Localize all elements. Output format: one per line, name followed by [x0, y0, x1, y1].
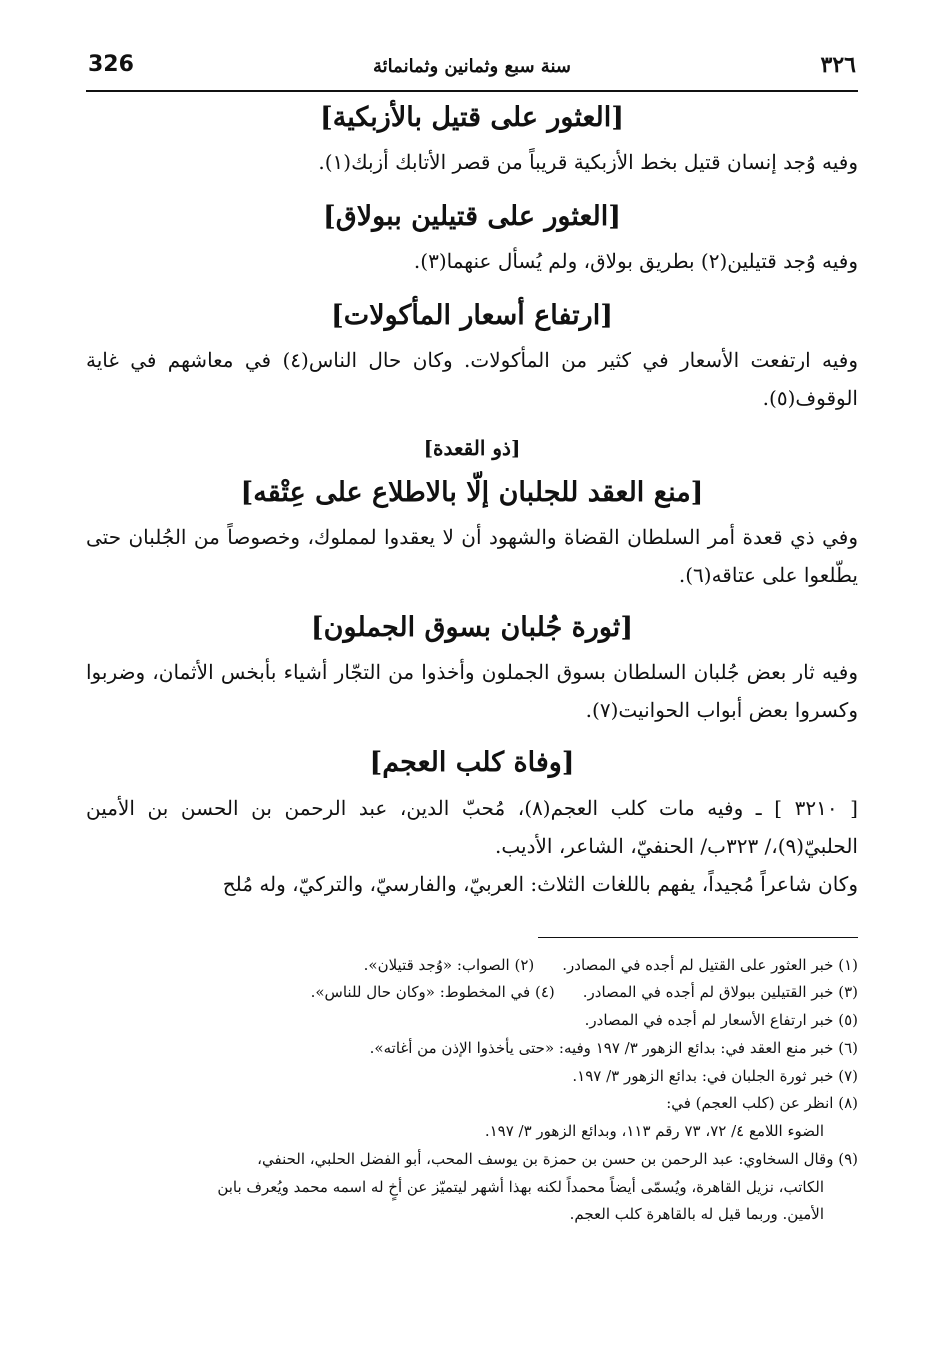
footnote-2: (٢) الصواب: «وُجد قتيلان».	[363, 955, 535, 974]
running-title: سنة سبع وثمانين وثمانمائة	[373, 56, 571, 77]
section-heading: [ارتفاع أسعار المأكولات]	[331, 300, 613, 332]
month-heading: [ذو القعدة]	[423, 436, 521, 461]
footnote-9-line-2: الكاتب، نزيل القاهرة، ويُسمّى أيضاً محمداً لكنه بهذا أشهر ليتميّز عن أخٍ له اسمه محمد ويُعرف بابن	[217, 1177, 824, 1196]
section-heading: [العثور على قتيل بالأزبكية]	[319, 102, 625, 133]
biography-entry: [ ٣٢١٠ ] ـ وفيه مات كلب العجم(٨)، مُحبّ الدين، عبد الرحمن بن الحسن بن الأمين الحلبيّ(٩)،/ ٣٢٣ب/ الحنفيّ، الشاعر، الأديب.	[86, 795, 858, 858]
footnote-6: (٦) خبر منع العقد في: بدائع الزهور ٣/ ١٩٧ وفيه: «حتى يأخذوا الإذن من أغاته».	[369, 1038, 858, 1057]
section-text: وفيه ارتفعت الأسعار في كثير من المأكولات. وكان حال الناس(٤) في معاشهم في غاية الوقوف(٥).	[86, 348, 859, 411]
section-text: وفي ذي قعدة أمر السلطان القضاة والشهود أن لا يعقدوا لمملوك، وخصوصاً من الجُلبان حتى يطّلعوا على عتاقه(٦).	[86, 525, 858, 588]
footnote-4: (٤) في المخطوط: «وكان حال للناس».	[310, 983, 555, 1002]
section-heading: [منع العقد للجلبان إلّا بالاطلاع على عِتْقه]	[240, 477, 704, 509]
section-heading: [ثورة جُلبان بسوق الجملون]	[310, 612, 634, 644]
footnotes	[86, 952, 858, 1230]
section-heading: [العثور على قتيلين ببولاق]	[323, 201, 621, 233]
section-heading: [وفاة كلب العجم]	[369, 747, 575, 779]
footnote-9-line-3: الأمين. وربما قيل له بالقاهرة كلب العجم.	[569, 1205, 824, 1224]
footnote-7: (٧) خبر ثورة الجلبان في: بدائع الزهور ٣/ ١٩٧.	[572, 1066, 858, 1085]
footnote-9: (٩) وقال السخاوي: عبد الرحمن بن حسن بن حمزة بن يوسف المحب، أبو الفضل الحلبي، الحنفي،	[257, 1149, 858, 1168]
footnote-8: (٨) انظر عن (كلب العجم) في:	[666, 1094, 858, 1113]
page-body	[86, 100, 858, 1229]
page-number-latin: 326	[88, 52, 134, 77]
section-text: وفيه وُجد قتيلين(٢) بطريق بولاق، ولم يُسأل عنهما(٣).	[413, 249, 858, 274]
section-text: وفيه ثار بعض جُلبان السلطان بسوق الجملون وأخذوا من التجّار أشياء بأبخس الأثمان، وضربوا وكسروا بعض أبواب الحوانيت(٧).	[86, 660, 858, 723]
footnote-separator	[538, 937, 858, 938]
page-number-arabic: ٣٢٦	[820, 52, 856, 78]
page-header	[86, 48, 858, 92]
biography-continuation: وكان شاعراً مُجيداً، يفهم باللغات الثلاث: العربيّ، والفارسيّ، والتركيّ، وله مُلح	[222, 871, 858, 896]
section-text: وفيه وُجد إنسان قتيل بخط الأزبكية قريباً من قصر الأتابك أزبك(١).	[318, 150, 858, 175]
footnote-8-sources: الضوء اللامع ٤/ ٧٢، ٧٣ رقم ١١٣، وبدائع الزهور ٣/ ١٩٧.	[484, 1122, 824, 1141]
footnote-1: (١) خبر العثور على القتيل لم أجده في المصادر.	[562, 955, 858, 974]
footnote-3: (٣) خبر القتيلين ببولاق لم أجده في المصادر.	[582, 983, 858, 1002]
footnote-5: (٥) خبر ارتفاع الأسعار لم أجده في المصادر.	[584, 1011, 858, 1030]
